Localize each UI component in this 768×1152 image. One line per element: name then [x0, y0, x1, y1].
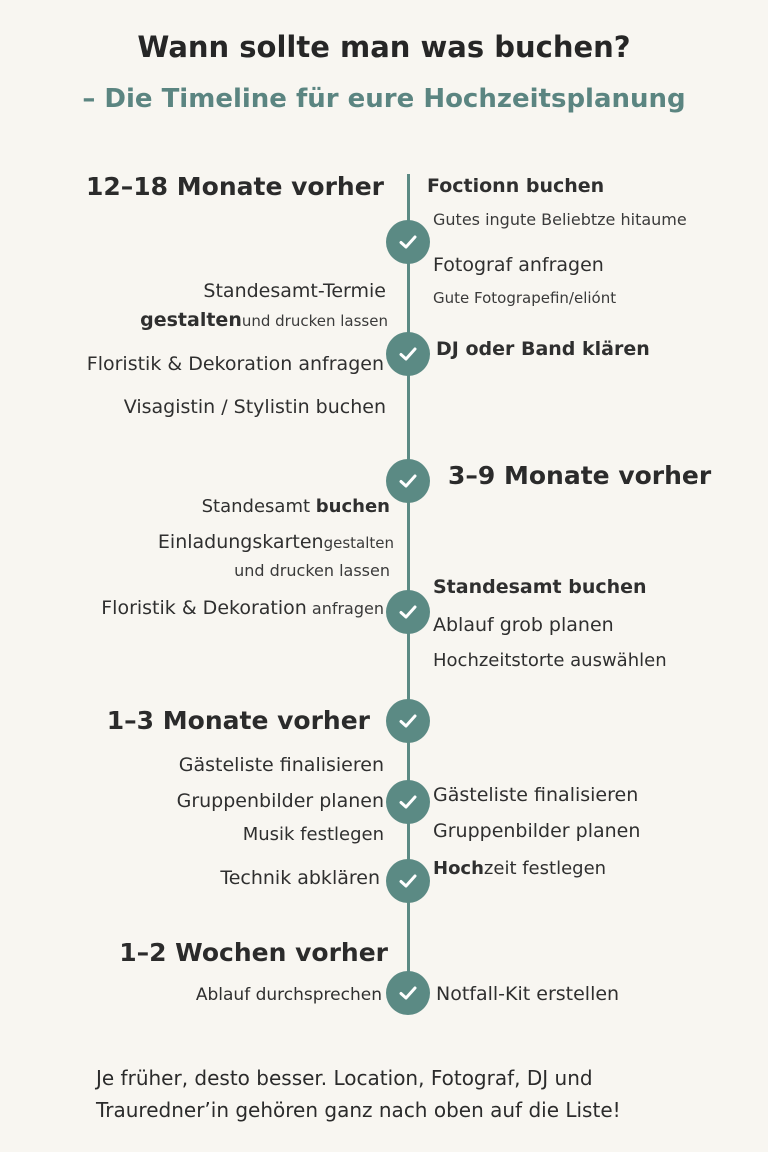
task-item: Gute Fotograpefin/eliónt	[433, 289, 617, 307]
task-item	[433, 578, 647, 597]
footnote: Je früher, desto besser. Location, Fotograf, DJ und Trauredner’in gehören ganz nach oben auf die Liste!	[96, 1066, 621, 1122]
task-bold: Floristik & Dekoration	[101, 597, 307, 619]
task-text: gestalten	[323, 534, 394, 552]
task-item: Gutes ingute Beliebtze hitaume	[433, 210, 687, 229]
phase-heading: 12–18 Monate vorher	[86, 172, 384, 201]
task-item: Notfall-Kit erstellen	[436, 983, 620, 1005]
task-item: Visagistin / Stylistin buchen	[123, 396, 386, 418]
task-text: und drucken lassen	[241, 312, 388, 330]
task-item: Gästeliste finalisieren	[433, 784, 639, 806]
phase-heading: 1–2 Wochen vorher	[119, 938, 388, 967]
check-circle-icon	[386, 332, 430, 376]
task-bold: gestalten	[140, 309, 242, 331]
phase-heading: 3–9 Monate vorher	[448, 461, 712, 490]
task-text: zeit festlegen	[483, 858, 607, 879]
task-item: Floristik & Dekoration anfragen	[86, 353, 384, 375]
task-bold: buchen	[315, 496, 390, 517]
task-text: Ablauf	[195, 985, 256, 1005]
task-bold: durchsprechen	[255, 985, 382, 1005]
task-item	[196, 987, 382, 1004]
task-item: Gästeliste finalisieren	[178, 754, 384, 776]
task-item	[140, 311, 388, 330]
task-item: Musik festlegen	[242, 824, 384, 845]
task-bold: Einladungskarten	[157, 531, 324, 553]
check-circle-icon	[386, 859, 430, 903]
task-item	[433, 860, 606, 878]
task-item	[158, 533, 394, 552]
task-bold: Hoch	[433, 858, 484, 879]
task-bold: Standesamt buchen	[433, 576, 647, 598]
task-item: Standesamt-Termie	[203, 280, 386, 302]
task-text: Standesamt	[201, 496, 316, 517]
page-title: Wann sollte man was buchen?	[137, 30, 631, 64]
task-item: Gruppenbilder planen	[433, 820, 641, 842]
check-circle-icon	[386, 459, 430, 503]
check-circle-icon	[386, 590, 430, 634]
task-item: Ablauf grob planen	[433, 614, 614, 636]
task-item	[202, 498, 390, 516]
task-text: anfragen	[306, 599, 384, 618]
task-item	[427, 177, 604, 196]
phase-heading: 1–3 Monate vorher	[106, 706, 370, 735]
task-item: Technik abklären	[220, 867, 380, 889]
check-circle-icon	[386, 780, 430, 824]
page-subtitle: – Die Timeline für eure Hochzeitsplanung	[82, 84, 686, 114]
task-item: Hochzeitstorte auswählen	[433, 650, 667, 671]
task-item: Gruppenbilder planen	[176, 790, 384, 812]
check-circle-icon	[386, 699, 430, 743]
task-item: Fotograf anfragen	[433, 254, 604, 276]
task-bold: Foctionn buchen	[427, 175, 605, 197]
check-circle-icon	[386, 971, 430, 1015]
task-item	[101, 599, 384, 618]
check-circle-icon	[386, 220, 430, 264]
task-item	[436, 340, 650, 359]
task-item: und drucken lassen	[234, 561, 390, 580]
task-bold: DJ oder Band klären	[436, 338, 650, 360]
